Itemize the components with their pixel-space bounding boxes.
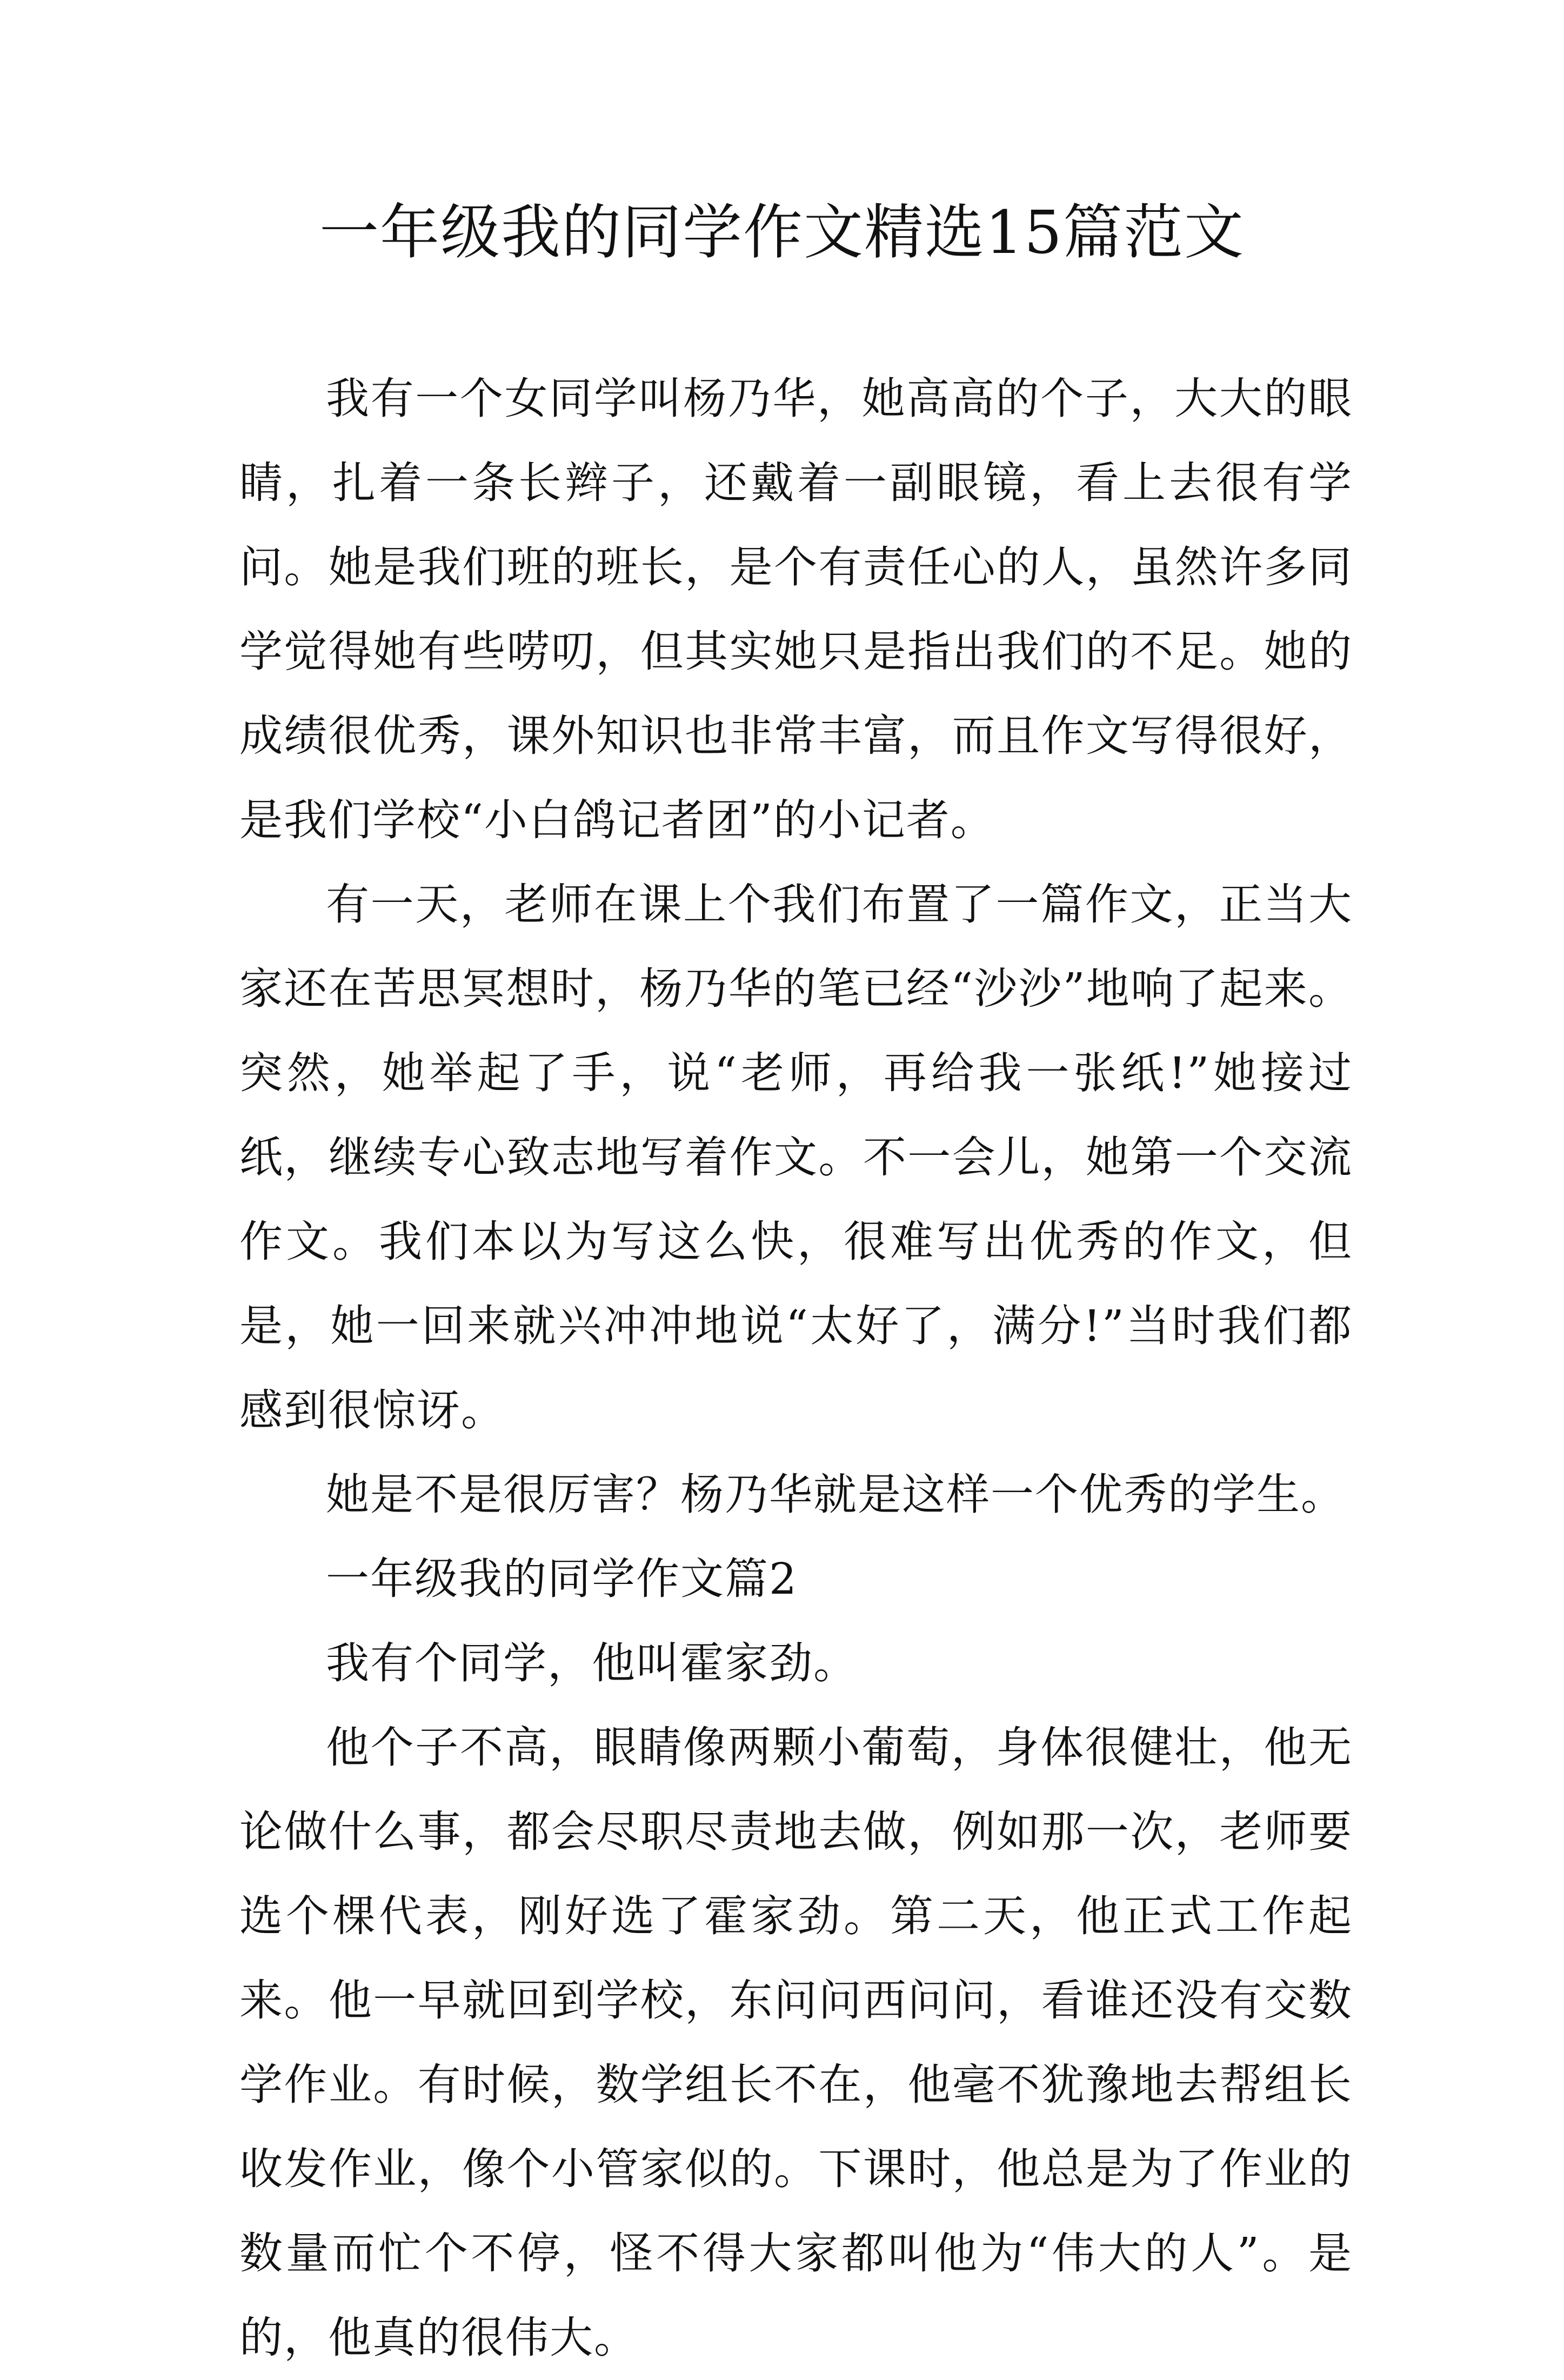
paragraph-5: 我有个同学，他叫霍家劲。 [326, 1638, 858, 1688]
document-body [239, 357, 1353, 2380]
paragraph-2: 有一天，老师在课上个我们布置了一篇作文，正当大家还在苦思冥想时，杨乃华的笔已经“沙沙”地响了起来。突然，她举起了手，说“老师，再给我一张纸!”她接过纸，继续专心致志地写着作文。不一会儿，她第一个交流作文。我们本以为写这么快，很难写出优秀的作文，但是，她一回来就兴冲冲地说“太好了，满分!”当时我们都感到很惊讶。 [239, 879, 1353, 1435]
paragraph-1: 我有一个女同学叫杨乃华，她高高的个子，大大的眼睛，扎着一条长辫子，还戴着一副眼镜，看上去很有学问。她是我们班的班长，是个有责任心的人，虽然许多同学觉得她有些唠叨，但其实她只是指出我们的不足。她的成绩很优秀，课外知识也非常丰富，而且作文写得很好，是我们学校“小白鸽记者团”的小记者。 [239, 373, 1353, 845]
section-heading-2: 一年级我的同学作文篇2 [326, 1554, 798, 1604]
paragraph-6: 他个子不高，眼睛像两颗小葡萄，身体很健壮，他无论做什么事，都会尽职尽责地去做，例如那一次，老师要选个棵代表，刚好选了霍家劲。第二天，他正式工作起来。他一早就回到学校，东问问西问问，看谁还没有交数学作业。有时候，数学组长不在，他毫不犹豫地去帮组长收发作业，像个小管家似的。下课时，他总是为了作业的数量而忙个不停，怪不得大家都叫他为“伟大的人”。是的，他真的很伟大。 [239, 1722, 1353, 2363]
paragraph-3: 她是不是很厉害？杨乃华就是这样一个优秀的学生。 [326, 1469, 1345, 1520]
document-title: 一年级我的同学作文精选15篇范文 [319, 198, 1245, 267]
